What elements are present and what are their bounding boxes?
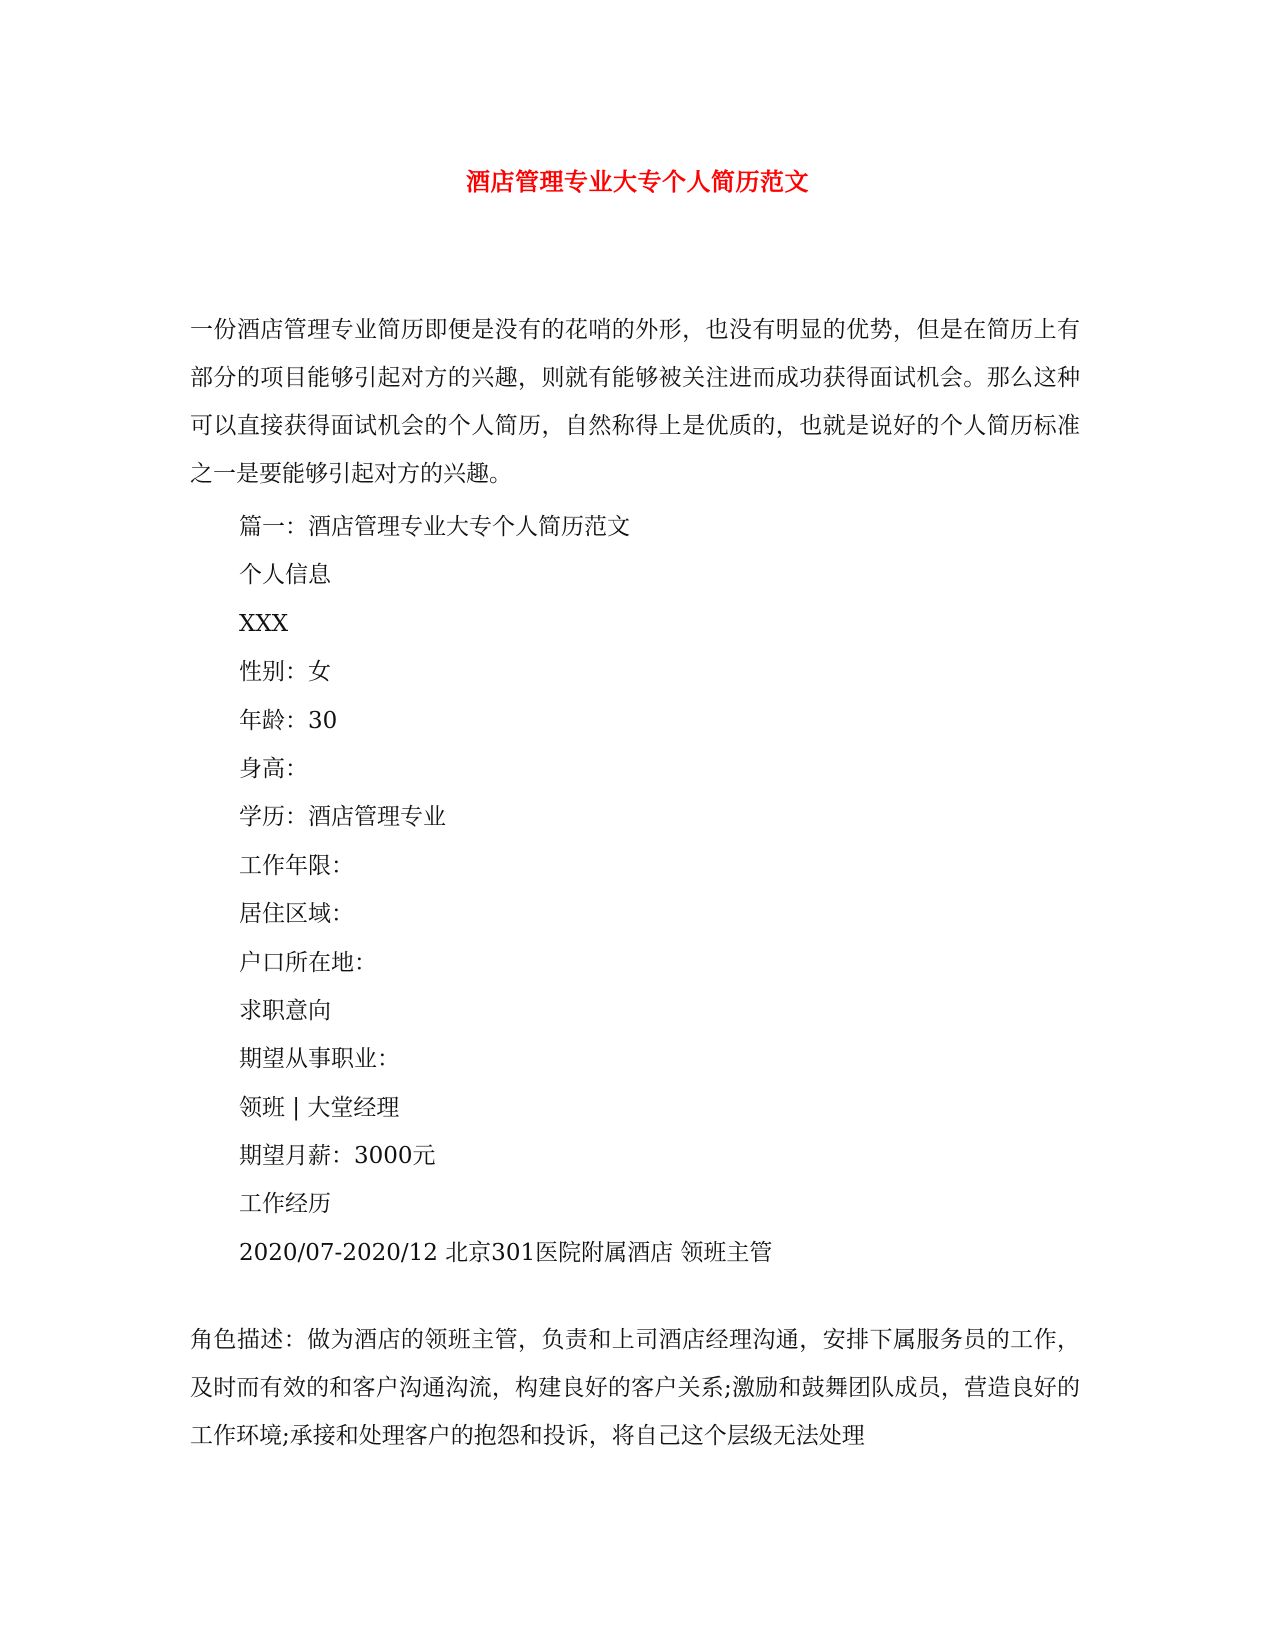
intro-paragraph: 一份酒店管理专业简历即便是没有的花哨的外形，也没有明显的优势，但是在简历上有部分的项目能够引起对方的兴趣，则就有能够被关注进而成功获得面试机会。那么这种可以直接获得面试机会的个人简历，自然称得上是优质的，也就是说好的个人简历标准之一是要能够引起对方的兴趣。: [190, 317, 1080, 487]
age-line: 年龄：30: [239, 707, 338, 734]
education-line: 学历：酒店管理专业: [239, 804, 446, 831]
gender-line: 性别：女: [239, 659, 331, 686]
resume-lines: [239, 503, 1079, 1277]
name-line: XXX: [239, 610, 289, 637]
work-years-line: 工作年限：: [239, 852, 354, 879]
document-title: 酒店管理专业大专个人简历范文: [466, 167, 809, 196]
section-heading-piece-one: 篇一：酒店管理专业大专个人简历范文: [239, 514, 630, 540]
role-description-paragraph: 角色描述：做为酒店的领班主管，负责和上司酒店经理沟通，安排下属服务员的工作，及时而有效的和客户沟通沟流，构建良好的客户关系;激励和鼓舞团队成员，营造良好的工作环境;承接和处理客户的抱怨和投诉，将自己这个层级无法处理: [190, 1327, 1080, 1449]
section-heading-work-experience: 工作经历: [239, 1191, 331, 1218]
desired-position-label: 期望从事职业：: [239, 1046, 400, 1073]
section-heading-job-intention: 求职意向: [239, 997, 331, 1024]
desired-position-value: 领班 | 大堂经理: [239, 1094, 400, 1121]
work-experience-entry: 2020/07-2020/12 北京301医院附属酒店 领班主管: [239, 1239, 773, 1266]
section-heading-personal-info: 个人信息: [239, 562, 331, 589]
residence-line: 居住区域：: [239, 901, 354, 928]
height-line: 身高：: [239, 755, 308, 782]
hukou-line: 户口所在地：: [239, 949, 377, 976]
desired-salary-line: 期望月薪：3000元: [239, 1143, 436, 1170]
